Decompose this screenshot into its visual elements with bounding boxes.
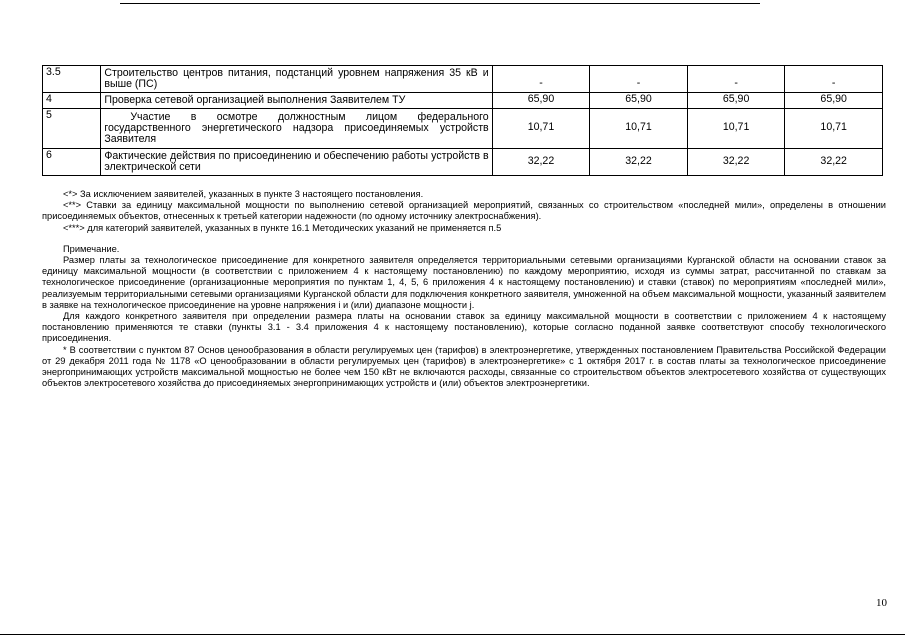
row-value: - <box>492 66 590 93</box>
row-value: 10,71 <box>492 109 590 149</box>
row-value: 65,90 <box>590 93 688 109</box>
row-value: 65,90 <box>785 93 883 109</box>
row-value: - <box>785 66 883 93</box>
note-title: Примечание. <box>63 243 120 254</box>
row-description: Проверка сетевой организацией выполнения Заявителем ТУ <box>101 93 492 109</box>
row-value: - <box>590 66 688 93</box>
footnote: <*> За исключением заявителей, указанных в пункте 3 настоящего постановления. <box>63 189 424 199</box>
row-description: Строительство центров питания, подстанций уровнем напряжения 35 кВ и выше (ПС) <box>101 66 492 93</box>
row-number: 6 <box>43 149 101 176</box>
note-paragraph: * В соответствии с пунктом 87 Основ ценообразования в области регулируемых цен (тарифов) в электроэнергетике, утвержденных постановлением Правительства Российской Федерации от 29 декабря 2011 года № 1178 «О ценообразовании в области регулируемых цен (тарифов) в электроэнергетике» с 1 октября 2017 г. в состав платы за технологическое присоединение энергопринимающих устройств максимальной мощностью не более чем 150 кВт не включаются расходы, связанные со строительством объектов электросетевого хозяйства от существующих объектов электросетевого хозяйства до присоединяемых энергопринимающих устройств и (или) объектов электроэнергетики. <box>42 344 886 389</box>
row-value: 10,71 <box>785 109 883 149</box>
row-number: 4 <box>43 93 101 109</box>
table-row <box>43 93 883 109</box>
notes-section <box>42 189 886 389</box>
row-number: 3.5 <box>43 66 101 93</box>
row-description: Фактические действия по присоединению и обеспечению работы устройств в электрической сети <box>101 149 492 176</box>
row-value: 32,22 <box>590 149 688 176</box>
table-row <box>43 149 883 176</box>
page-number: 10 <box>876 597 887 609</box>
bottom-scan-rule <box>0 634 905 635</box>
footnote: <**> Ставки за единицу максимальной мощности по выполнению сетевой организацией мероприятий, связанных со строительством «последней мили», определены в отношении присоединяемых объектов, отнесенных к третьей категории надежности (по одному источнику электроснабжения). <box>42 200 886 222</box>
note-paragraph: Для каждого конкретного заявителя при определении размера платы на основании ставок за единицу максимальной мощности в соответствии с приложением 4 к настоящему постановлению применяются те ставки (пункты 3.1 - 3.4 приложения 4 к настоящему постановлению), которые согласно поданной заявке соответствуют способу технологического присоединения. <box>42 311 886 344</box>
tariff-table <box>42 65 883 176</box>
row-number: 5 <box>43 109 101 149</box>
row-value: - <box>687 66 785 93</box>
row-value: 65,90 <box>492 93 590 109</box>
top-scan-rule <box>120 3 760 4</box>
row-value: 32,22 <box>687 149 785 176</box>
row-description: Участие в осмотре должностным лицом федерального государственного энергетического надзора присоединяемых устройств Заявителя <box>101 109 492 149</box>
row-value: 10,71 <box>590 109 688 149</box>
table-row <box>43 109 883 149</box>
row-value: 32,22 <box>785 149 883 176</box>
row-value: 65,90 <box>687 93 785 109</box>
row-value: 10,71 <box>687 109 785 149</box>
note-paragraph: Размер платы за технологическое присоединение для конкретного заявителя определяется территориальными сетевыми организациями Курганской области на основании ставок за единицу максимальной мощности (в соответствии с приложением 4 к настоящему постановлению) по каждому мероприятию, исходя из суммы затрат, рассчитанной по ставкам за технологическое присоединение (организационные мероприятия по пунктам 1, 4, 5, 6 приложения 4 к настоящему постановлению) и ставки (ставок) по мероприятиям «последней мили», реализуемым территориальными сетевыми организациями Курганской области для подключения конкретного заявителя, умноженной на объем максимальной мощности, указанный заявителем в заявке на технологическое присоединение на уровне напряжения i и (или) диапазоне мощности j. <box>42 255 886 310</box>
footnote: <***> для категорий заявителей, указанных в пункте 16.1 Методических указаний не применяется п.5 <box>63 222 502 233</box>
table-row <box>43 66 883 93</box>
row-value: 32,22 <box>492 149 590 176</box>
